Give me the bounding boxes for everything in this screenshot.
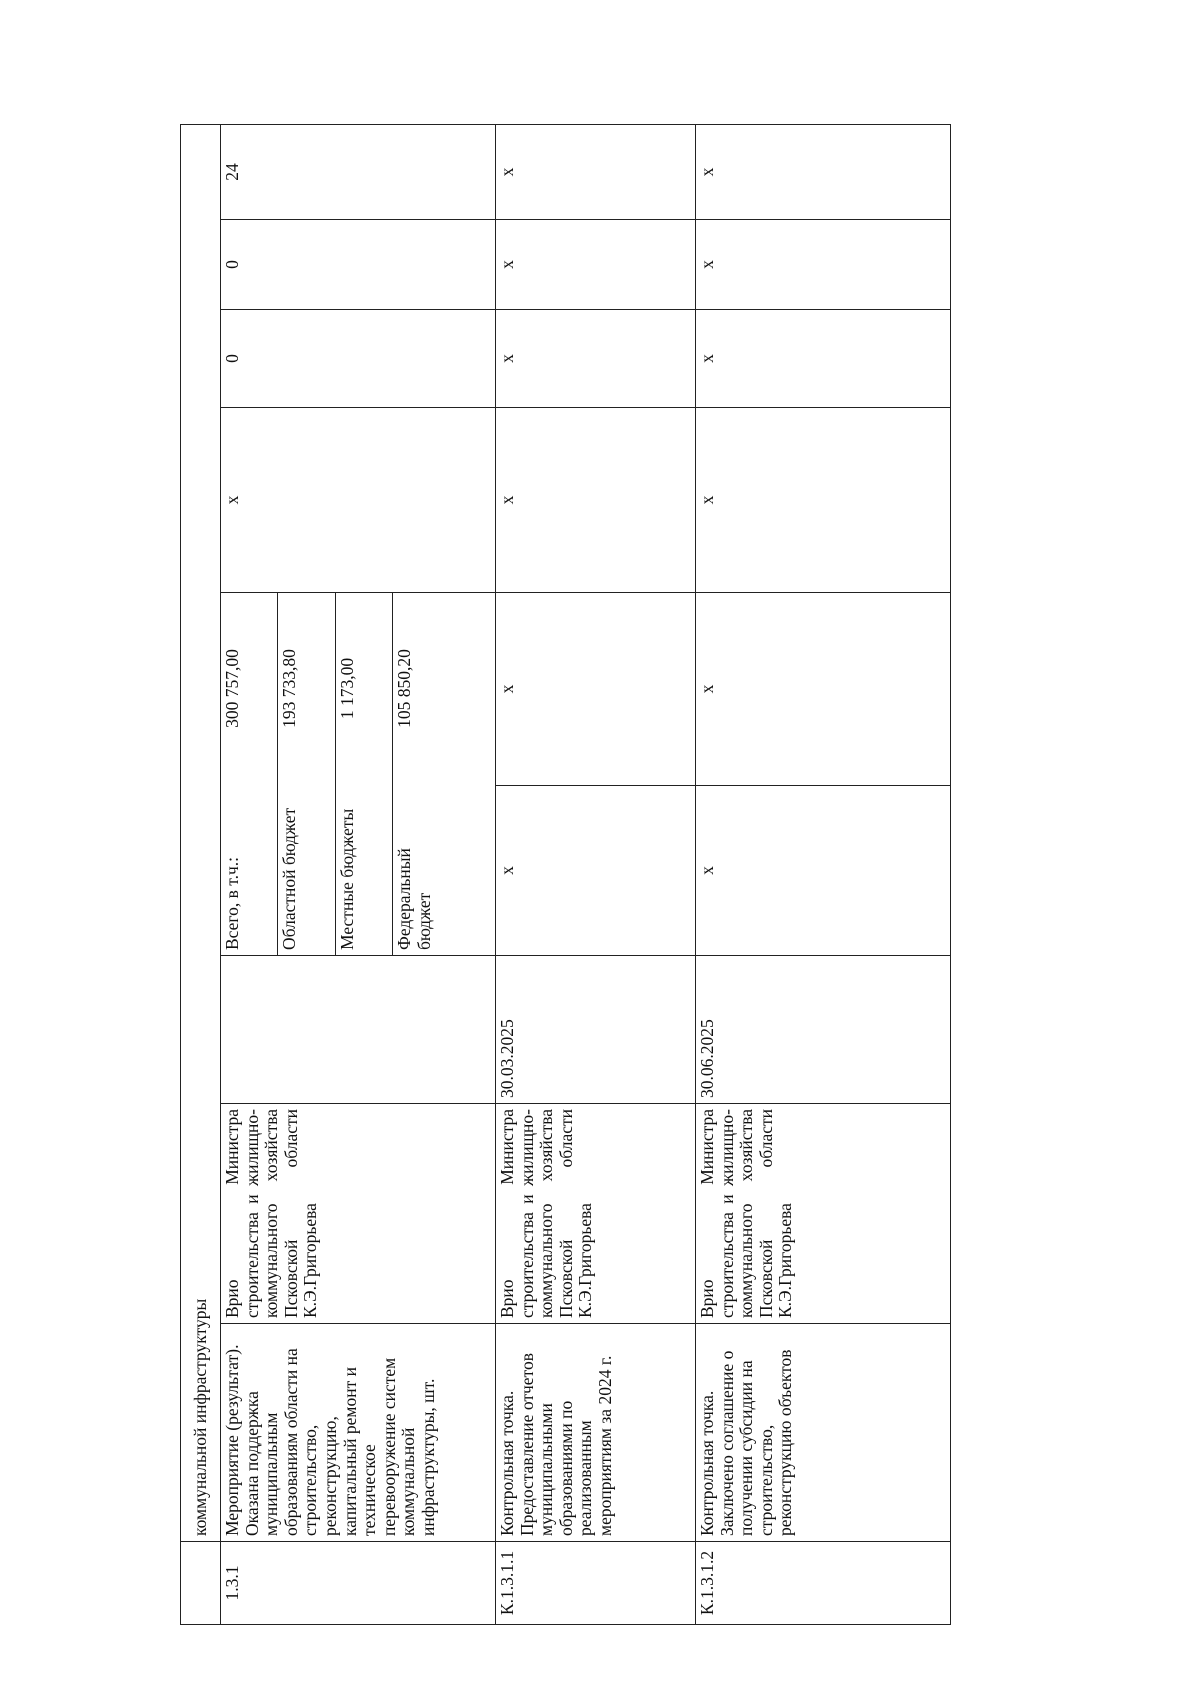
row-col9: x <box>696 124 951 219</box>
funding-amount: 300 757,00 <box>221 592 277 785</box>
row-code: 1.3.1 <box>221 1542 496 1625</box>
funding-row <box>277 592 335 955</box>
funding-source: Местные бюджеты <box>335 785 393 955</box>
row-col8: x <box>696 220 951 310</box>
row-responsible: Врио Министра строительства и жилищно-коммунального хозяйства Псковской области К.Э.Григорьева <box>696 1104 951 1324</box>
row-col7: x <box>496 310 696 408</box>
row-name: Контрольная точка. Заключено соглашение о получении субсидии на строительство, реконструкцию объектов <box>696 1324 951 1542</box>
table-row <box>696 124 951 1624</box>
row-date: 30.06.2025 <box>696 956 951 1104</box>
row-name: Контрольная точка. Предоставление отчетов муниципальными образованиями по реализованным мероприятиям за 2024 г. <box>496 1324 696 1542</box>
row-col7: 0 <box>221 310 496 408</box>
row-col8: x <box>496 220 696 310</box>
funding-row <box>393 592 495 955</box>
row-col9: 24 <box>221 124 496 219</box>
funding-amount: 193 733,80 <box>277 592 335 785</box>
row-source: x <box>696 786 951 956</box>
row-name: Мероприятие (результат). Оказана поддержка муниципальным образованиям области на строительство, реконструкцию, капитальный ремонт и техническое перевооружение систем коммунальной инфраструктуры, шт. <box>221 1324 496 1542</box>
row-date <box>221 956 496 1104</box>
section-header-code-cell <box>181 1542 221 1625</box>
section-header-row <box>181 124 221 1624</box>
funding-source: Всего, в т.ч.: <box>221 785 277 955</box>
rotated-page <box>180 125 950 1625</box>
row-amount: x <box>696 593 951 786</box>
row-col9: x <box>496 124 696 219</box>
funding-amount: 1 173,00 <box>335 592 393 785</box>
row-col6: x <box>696 408 951 593</box>
funding-source: Федеральный бюджет <box>394 848 434 950</box>
row-responsible: Врио Министра строительства и жилищно-коммунального хозяйства Псковской области К.Э.Григорьева <box>221 1104 496 1324</box>
row-col6: x <box>221 408 496 593</box>
row-date: 30.03.2025 <box>496 956 696 1104</box>
plan-table <box>180 124 951 1625</box>
row-amount: x <box>496 593 696 786</box>
table-row <box>496 124 696 1624</box>
section-title: коммунальной инфраструктуры <box>181 124 221 1541</box>
row-code: К.1.3.1.2 <box>696 1542 951 1625</box>
row-col7: x <box>696 310 951 408</box>
funding-source: Областной бюджет <box>277 785 335 955</box>
funding-row <box>221 592 277 955</box>
funding-table <box>221 592 495 955</box>
row-col6: x <box>496 408 696 593</box>
row-col8: 0 <box>221 220 496 310</box>
row-responsible: Врио Министра строительства и жилищно-коммунального хозяйства Псковской области К.Э.Григорьева <box>496 1104 696 1324</box>
funding-amount: 105 850,20 <box>394 649 415 728</box>
funding-row <box>335 592 393 955</box>
row-source: x <box>496 786 696 956</box>
table-row <box>221 124 496 1624</box>
row-code: К.1.3.1.1 <box>496 1542 696 1625</box>
funding-cell <box>221 593 496 956</box>
